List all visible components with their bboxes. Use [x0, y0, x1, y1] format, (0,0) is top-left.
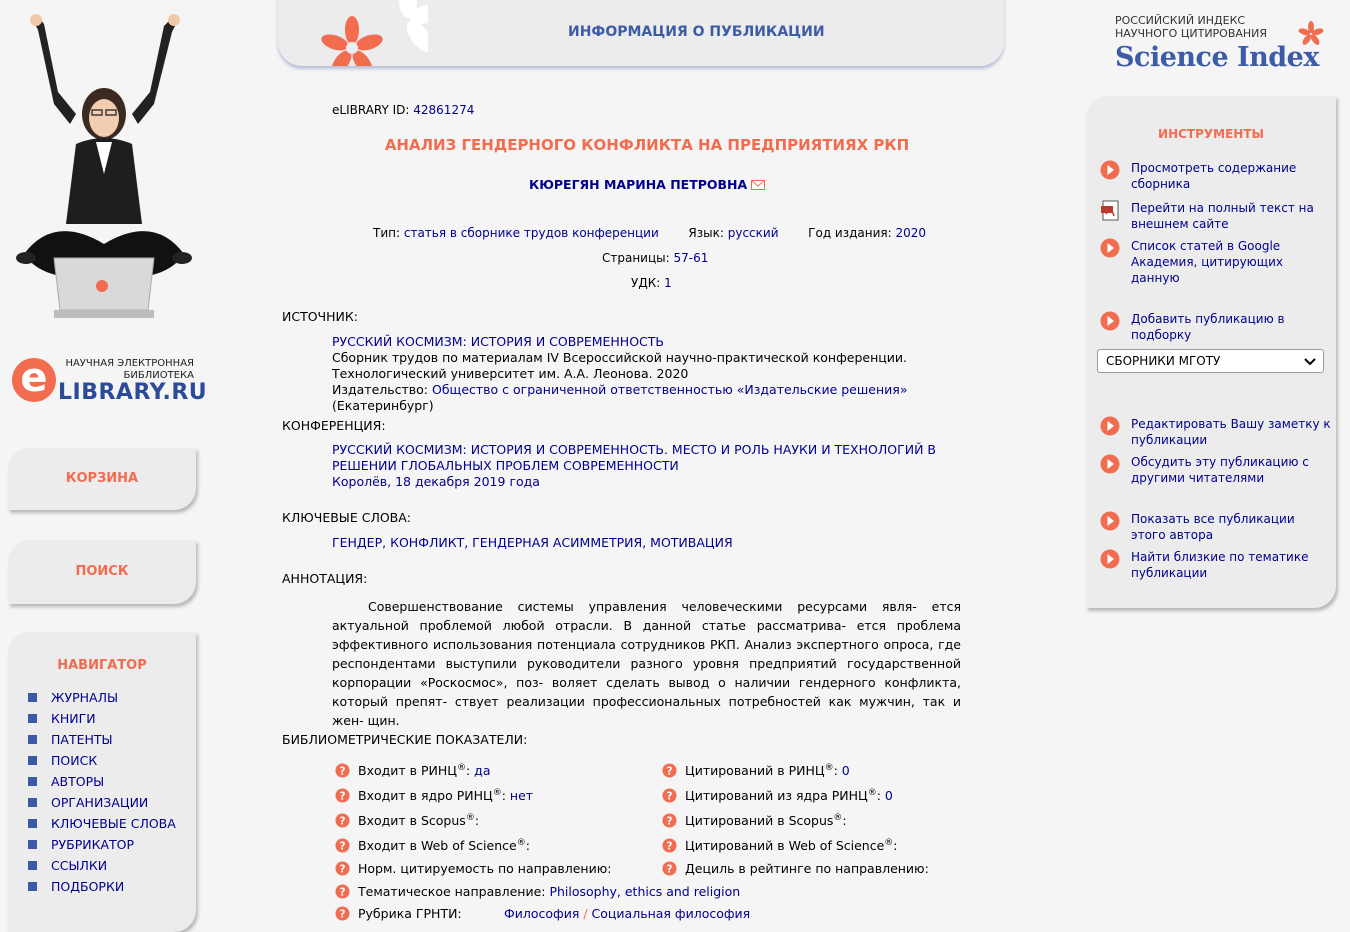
- nav-item[interactable]: [28, 691, 196, 712]
- metric-value[interactable]: 0: [880, 788, 893, 804]
- biblio-heading: БИБЛИОМЕТРИЧЕСКИЕ ПОКАЗАТЕЛИ:: [282, 732, 528, 747]
- collection-select-value: СБОРНИКИ МГОТУ: [1106, 354, 1221, 368]
- science-index-brand: Science Index: [1115, 42, 1319, 73]
- logo-brand: LIBRARY.RU: [58, 380, 208, 405]
- bullet-square-icon: [28, 819, 37, 828]
- tool-item-label: Список статей в Google Академия, цитирующих данную: [1131, 239, 1283, 285]
- metric-row: [662, 813, 847, 831]
- asterisk-icon: [1297, 20, 1325, 48]
- left-column: [0, 0, 210, 920]
- nav-item-label: ПОИСК: [51, 753, 98, 768]
- svg-text:?: ?: [666, 863, 673, 876]
- nav-item[interactable]: [28, 733, 196, 754]
- registered-mark: ®: [492, 788, 502, 798]
- search-label: ПОИСК: [75, 564, 129, 579]
- metric-label: Цитирований из ядра РИНЦ: [685, 788, 868, 804]
- arrow-circle-icon: [1100, 454, 1120, 477]
- tool-item-label: Перейти на полный текст на внешнем сайте: [1131, 201, 1314, 231]
- registered-mark: ®: [833, 813, 843, 823]
- bullet-square-icon: [28, 798, 37, 807]
- arrow-circle-icon: [1100, 238, 1120, 261]
- help-icon[interactable]: [335, 884, 350, 902]
- cart-label: КОРЗИНА: [65, 471, 139, 486]
- metric-value[interactable]: да: [470, 763, 491, 779]
- tool-item-label: Найти близкие по тематике публикации: [1131, 550, 1309, 580]
- bullet-square-icon: [28, 840, 37, 849]
- pdf-icon: [1100, 200, 1122, 225]
- registered-mark: ®: [456, 763, 466, 773]
- nav-item[interactable]: [28, 838, 196, 859]
- metric-row: [335, 763, 490, 781]
- navigator-title: НАВИГАТОР: [57, 658, 147, 673]
- elibrary-id: eLIBRARY ID: 42861274: [332, 103, 475, 117]
- navigator-list: [8, 691, 196, 901]
- metric-label: Норм. цитируемость по направлению:: [358, 861, 612, 876]
- flower-decoration-icon: [308, 0, 428, 66]
- nav-item[interactable]: [28, 754, 196, 775]
- nav-item[interactable]: [28, 712, 196, 733]
- arrow-circle-icon: [1100, 549, 1120, 572]
- pages-row: Страницы: 57-61: [602, 251, 709, 265]
- bullet-square-icon: [28, 756, 37, 765]
- nav-item-label: РУБРИКАТОР: [51, 837, 135, 852]
- registered-mark: ®: [516, 838, 526, 848]
- svg-text:?: ?: [339, 886, 346, 899]
- tool-item-label: Редактировать Вашу заметку к публикации: [1131, 417, 1331, 447]
- conference-place-date: Королёв, 18 декабря 2019 года: [332, 474, 540, 489]
- pub-year-value: 2020: [895, 226, 927, 240]
- keyword-separator: ,: [382, 535, 391, 550]
- pub-type-value: статья в сборнике трудов конференции: [403, 226, 659, 240]
- help-icon[interactable]: [335, 861, 350, 879]
- metric-label: Входит в ядро РИНЦ: [358, 788, 493, 804]
- svg-text:?: ?: [339, 815, 346, 828]
- metric-colon: :: [842, 813, 847, 829]
- tool-item-label: Показать все публикации этого автора: [1131, 512, 1295, 542]
- registered-mark: ®: [465, 813, 475, 823]
- grnti-value-1[interactable]: Философия: [504, 906, 580, 921]
- annotation-text: Совершенствование системы управления человеческими ресурсами явля- ется актуальной проблемой любой отрасли. В данной статье рассматрива- ется проблема эффективного использования потенциала сотрудников РКП. Анализ экспертного опроса, где респондентами выступили руководители разного уровня предприятий государственной корпорации «Роскосмос», поз- воляет сделать вывод о наличии гендерного конфликта, который препят- ствует реализации профессиональных потребностей как мужчин, так и жен- щин.: [332, 599, 961, 728]
- publisher-link[interactable]: Общество с ограниченной ответственностью «Издательские решения»: [432, 382, 908, 397]
- email-icon[interactable]: [751, 180, 765, 190]
- help-icon[interactable]: [662, 788, 677, 806]
- chevron-down-icon: [1303, 355, 1317, 369]
- metric-label: Входит в Scopus: [358, 813, 466, 829]
- help-icon[interactable]: [662, 861, 677, 879]
- author-link[interactable]: КЮРЕГЯН МАРИНА ПЕТРОВНА: [528, 177, 748, 192]
- elibrary-id-value[interactable]: 42861274: [413, 103, 475, 117]
- nav-item-label: ССЫЛКИ: [51, 858, 108, 873]
- topic-label: Тематическое направление:: [358, 884, 550, 899]
- keyword-link[interactable]: ГЕНДЕР: [332, 535, 383, 550]
- nav-item-label: ОРГАНИЗАЦИИ: [51, 795, 149, 810]
- keyword-link[interactable]: МОТИВАЦИЯ: [650, 535, 733, 550]
- source-heading: ИСТОЧНИК:: [282, 309, 358, 324]
- nav-item-label: АВТОРЫ: [51, 774, 105, 789]
- keyword-link[interactable]: КОНФЛИКТ: [390, 535, 465, 550]
- metric-label: Цитирований в РИНЦ: [685, 763, 825, 779]
- author-row: [282, 177, 1012, 192]
- svg-text:?: ?: [666, 790, 673, 803]
- page-header: [278, 0, 1004, 66]
- metric-colon: :: [465, 763, 471, 779]
- nav-item[interactable]: [28, 775, 196, 796]
- arrow-circle-icon: [1100, 416, 1120, 439]
- registered-mark: ®: [884, 838, 894, 848]
- metric-colon: :: [876, 788, 881, 804]
- help-icon[interactable]: [662, 763, 677, 781]
- metric-row: [335, 813, 479, 831]
- pages-value: 57-61: [673, 251, 709, 265]
- elibrary-logo-letter: e: [12, 358, 56, 402]
- keyword-separator: ,: [464, 535, 473, 550]
- annotation-heading: АННОТАЦИЯ:: [282, 571, 368, 586]
- conference-heading: КОНФЕРЕНЦИЯ:: [282, 418, 386, 433]
- help-icon[interactable]: [662, 838, 677, 856]
- pub-lang-value: русский: [727, 226, 779, 240]
- publication-title: АНАЛИЗ ГЕНДЕРНОГО КОНФЛИКТА НА ПРЕДПРИЯТИЯХ РКП: [384, 136, 910, 154]
- registered-mark: ®: [867, 788, 877, 798]
- bullet-square-icon: [28, 714, 37, 723]
- science-index-logo[interactable]: РОССИЙСКИЙ ИНДЕКС НАУЧНОГО ЦИТИРОВАНИЯ Science Index: [1115, 14, 1335, 76]
- navigator-panel: [8, 632, 196, 932]
- tools-title: ИНСТРУМЕНТЫ: [1158, 127, 1264, 141]
- metric-label: Входит в РИНЦ: [358, 763, 457, 779]
- metric-label: Цитирований в Scopus: [685, 813, 834, 829]
- svg-text:?: ?: [339, 840, 346, 853]
- metric-value[interactable]: 0: [837, 763, 850, 779]
- bullet-square-icon: [28, 777, 37, 786]
- tool-item-label: Просмотреть содержание сборника: [1131, 161, 1297, 191]
- metric-row: [335, 788, 533, 806]
- logo-subtitle: НАУЧНАЯ ЭЛЕКТРОННАЯ БИБЛИОТЕКА: [65, 358, 194, 381]
- tool-item-label: Обсудить эту публикацию с другими читателями: [1131, 455, 1309, 485]
- nav-item[interactable]: [28, 880, 196, 901]
- help-icon[interactable]: [335, 838, 350, 856]
- topic-value[interactable]: Philosophy, ethics and religion: [549, 884, 741, 899]
- help-icon[interactable]: [335, 788, 350, 806]
- svg-text:?: ?: [666, 840, 673, 853]
- hero-illustration: [14, 14, 194, 324]
- topic-row: [335, 884, 740, 902]
- nav-item[interactable]: [28, 817, 196, 838]
- source-title-link[interactable]: РУССКИЙ КОСМИЗМ: ИСТОРИЯ И СОВРЕМЕННОСТЬ: [332, 334, 664, 349]
- svg-text:?: ?: [666, 815, 673, 828]
- arrow-circle-icon: [1100, 511, 1120, 534]
- elibrary-logo[interactable]: [10, 350, 208, 412]
- metric-row: [335, 861, 611, 879]
- svg-text:?: ?: [339, 765, 346, 778]
- tools-panel: [1086, 96, 1336, 608]
- help-icon[interactable]: [662, 813, 677, 831]
- bullet-square-icon: [28, 735, 37, 744]
- keywords-heading: КЛЮЧЕВЫЕ СЛОВА:: [282, 510, 412, 525]
- help-icon[interactable]: [335, 763, 350, 781]
- arrow-circle-icon: [1100, 311, 1120, 334]
- metric-row: [335, 838, 530, 856]
- help-icon[interactable]: [335, 813, 350, 831]
- bullet-square-icon: [28, 693, 37, 702]
- arrow-circle-icon: [1100, 160, 1120, 183]
- metric-colon: :: [474, 813, 480, 829]
- grnti-label: Рубрика ГРНТИ:: [358, 906, 462, 921]
- registered-mark: ®: [824, 763, 834, 773]
- metric-colon: :: [893, 838, 898, 854]
- metric-row: [662, 763, 850, 781]
- metric-label: Входит в Web of Science: [358, 838, 517, 854]
- nav-item-label: ЖУРНАЛЫ: [51, 690, 118, 705]
- keyword-separator: ,: [642, 535, 651, 550]
- metric-colon: :: [833, 763, 838, 779]
- metric-colon: :: [501, 788, 506, 804]
- nav-item[interactable]: [28, 796, 196, 817]
- metric-row: [662, 788, 893, 806]
- bullet-square-icon: [28, 861, 37, 870]
- nav-item-label: ПАТЕНТЫ: [51, 732, 113, 747]
- svg-text:?: ?: [666, 765, 673, 778]
- metric-value[interactable]: нет: [505, 788, 534, 804]
- metric-label: Дециль в рейтинге по направлению:: [685, 861, 929, 876]
- grnti-value-2[interactable]: Социальная философия: [591, 906, 751, 921]
- udk-value[interactable]: 1: [664, 276, 672, 290]
- metric-row: [662, 838, 898, 856]
- help-icon[interactable]: [335, 906, 350, 924]
- nav-item-label: ПОДБОРКИ: [51, 879, 125, 894]
- metric-row: [662, 861, 929, 879]
- grnti-row: [335, 906, 750, 924]
- nav-item-label: КНИГИ: [51, 711, 96, 726]
- source-block: РУССКИЙ КОСМИЗМ: ИСТОРИЯ И СОВРЕМЕННОСТЬ Сборник трудов по материалам IV Всероссийской научно-практической конференции. Технологический университет им. А.А. Леонова. 2020 Издательство: Общество с ограниченной ответственностью «Издательские решения» (Екатеринбург): [332, 334, 972, 414]
- metric-colon: :: [525, 838, 530, 854]
- pub-meta-row: Тип: статья в сборнике трудов конференции Язык: русский Год издания: 2020: [373, 226, 927, 240]
- bullet-square-icon: [28, 882, 37, 891]
- tool-item-label: Добавить публикацию в подборку: [1131, 312, 1285, 342]
- keywords-list: [332, 535, 972, 551]
- metric-label: Цитирований в Web of Science: [685, 838, 885, 854]
- svg-text:?: ?: [339, 908, 346, 921]
- conference-link[interactable]: РУССКИЙ КОСМИЗМ: ИСТОРИЯ И СОВРЕМЕННОСТЬ. МЕСТО И РОЛЬ НАУКИ И ТЕХНОЛОГИЙ В РЕШЕНИИ ГЛОБАЛЬНЫХ ПРОБЛЕМ СОВРЕМЕННОСТИ: [332, 442, 936, 473]
- udk-row: УДК: 1: [631, 276, 672, 290]
- keyword-link[interactable]: ГЕНДЕРНАЯ АСИММЕТРИЯ: [472, 535, 643, 550]
- search-button[interactable]: [8, 540, 196, 604]
- collection-select[interactable]: [1097, 349, 1324, 373]
- svg-text:?: ?: [339, 790, 346, 803]
- conference-block: [332, 442, 972, 490]
- nav-item-label: КЛЮЧЕВЫЕ СЛОВА: [51, 816, 176, 831]
- page-title: ИНФОРМАЦИЯ О ПУБЛИКАЦИИ: [568, 24, 825, 40]
- svg-text:?: ?: [339, 863, 346, 876]
- nav-item[interactable]: [28, 859, 196, 880]
- cart-button[interactable]: [8, 448, 196, 510]
- grnti-separator: /: [579, 906, 592, 921]
